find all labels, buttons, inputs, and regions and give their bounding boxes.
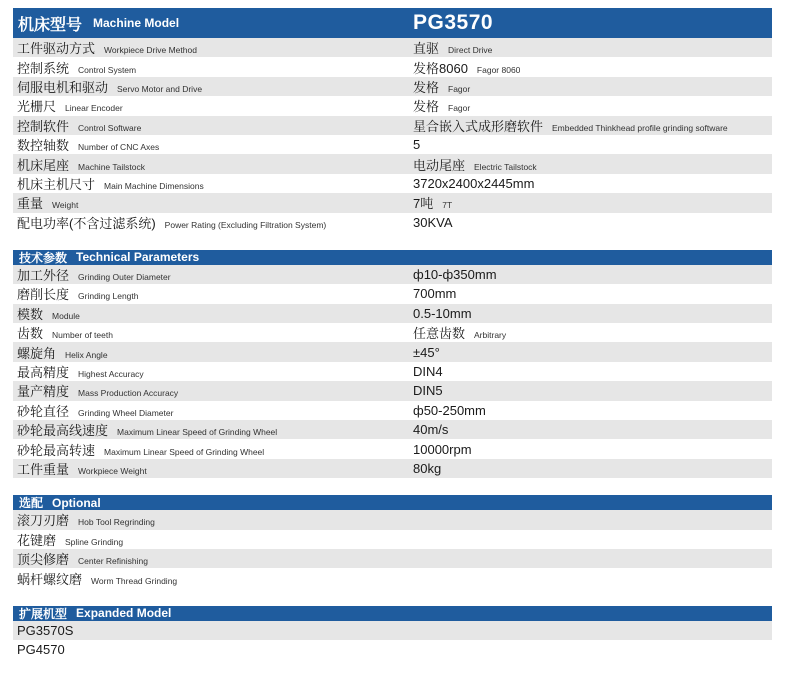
- label-zh: PG3570S: [17, 622, 74, 638]
- value-zh: 发格: [413, 99, 440, 115]
- label-en: Workpiece Weight: [78, 466, 147, 476]
- value-en: Fagor 8060: [476, 64, 521, 75]
- row-label: [17, 265, 171, 284]
- label-zh: 重量: [17, 196, 44, 212]
- label-zh: 砂轮直径: [17, 403, 70, 419]
- row-label: [17, 58, 136, 77]
- label-en: Module: [52, 310, 80, 321]
- label-en: Spline Grinding: [65, 536, 124, 547]
- table-row: [13, 265, 772, 284]
- label-en: Helix Angle: [65, 349, 108, 360]
- value-en: Direct Drive: [448, 45, 493, 56]
- row-value: [413, 58, 520, 77]
- model-number: PG3570: [413, 11, 494, 34]
- label-en: Linear Encoder: [65, 103, 123, 114]
- value-zh: DIN5: [413, 383, 443, 399]
- value-zh: 80kg: [413, 461, 442, 476]
- row-label: [17, 116, 141, 135]
- label-zh: 花键磨: [17, 532, 57, 548]
- row-value: [413, 215, 453, 230]
- row-label: [17, 38, 197, 57]
- row-value: [413, 176, 534, 191]
- value-zh: 发格: [413, 79, 440, 95]
- label-en: Number of teeth: [52, 330, 113, 341]
- label-zh: 滚刀刃磨: [17, 513, 70, 529]
- row-label: [17, 323, 113, 342]
- table-row: [13, 154, 772, 173]
- value-zh: 3720x2400x2445mm: [413, 175, 535, 191]
- value-zh: 7吨: [413, 196, 434, 212]
- label-zh: 光栅尺: [17, 99, 57, 115]
- label-zh: 配电功率(不含过滤系统): [17, 215, 156, 231]
- table-row: [13, 174, 772, 193]
- section-title-en: Optional: [52, 495, 101, 510]
- row-label: [17, 343, 108, 362]
- value-zh: 5: [413, 137, 421, 153]
- label-en: Maximum Linear Speed of Grinding Wheel: [117, 427, 278, 438]
- table-row: [13, 38, 772, 57]
- row-label: [17, 549, 148, 568]
- value-en: Fagor: [448, 83, 471, 94]
- row-label: [17, 304, 80, 323]
- table-row: [13, 381, 772, 400]
- table-row: [13, 323, 772, 342]
- row-value: [413, 116, 728, 135]
- label-en: Hob Tool Regrinding: [78, 517, 155, 528]
- value-zh: ±45°: [413, 344, 440, 360]
- label-en: Grinding Wheel Diameter: [78, 407, 174, 418]
- table-row: [13, 193, 772, 212]
- row-value: [413, 422, 448, 437]
- machine-spec-table: [13, 38, 772, 232]
- table-row: [13, 621, 772, 640]
- table-row: [13, 284, 772, 303]
- row-value: [413, 345, 440, 360]
- label-zh: 最高精度: [17, 365, 70, 381]
- spec-sheet: [13, 8, 772, 660]
- label-zh: 蜗杆螺纹磨: [17, 571, 83, 587]
- label-zh: 螺旋角: [17, 345, 57, 361]
- row-label: [17, 530, 123, 549]
- technical-parameters-table: [13, 265, 772, 478]
- row-label: [17, 459, 147, 478]
- row-value: [413, 193, 452, 212]
- header-title-en: Machine Model: [93, 16, 180, 30]
- value-en: Arbitrary: [474, 330, 507, 341]
- value-zh: 发格8060: [413, 60, 468, 76]
- value-en: Fagor: [448, 103, 471, 114]
- value-zh: 10000rpm: [413, 441, 472, 457]
- label-zh: 工件驱动方式: [17, 41, 96, 57]
- table-row: [13, 135, 772, 154]
- value-en: Electric Tailstock: [474, 161, 537, 172]
- label-en: Grinding Length: [78, 291, 139, 302]
- row-label: [17, 440, 264, 459]
- section-title-zh: 选配: [19, 496, 44, 511]
- table-row: [13, 304, 772, 323]
- value-zh: DIN4: [413, 364, 443, 380]
- row-label: [17, 510, 155, 529]
- expanded-model-table: [13, 621, 772, 660]
- label-en: Machine Tailstock: [78, 161, 145, 172]
- row-value: [413, 461, 441, 476]
- row-label: [17, 193, 78, 212]
- table-row: [13, 510, 772, 529]
- label-zh: 机床主机尺寸: [17, 176, 96, 192]
- row-value: [413, 286, 456, 301]
- row-value: [413, 383, 443, 398]
- label-en: Control System: [78, 64, 137, 75]
- label-en: Center Refinishing: [78, 556, 148, 567]
- row-value: [413, 96, 470, 115]
- value-zh: ф50-250mm: [413, 402, 486, 418]
- value-zh: ф10-ф350mm: [413, 267, 497, 283]
- machine-model-header: [13, 8, 772, 38]
- row-value: [413, 267, 497, 282]
- label-en: Highest Accuracy: [78, 369, 144, 380]
- value-zh: 直驱: [413, 41, 440, 57]
- table-row: [13, 530, 772, 549]
- table-row: [13, 342, 772, 361]
- label-en: Grinding Outer Diameter: [78, 272, 171, 283]
- row-value: [413, 38, 492, 57]
- row-value: [413, 442, 472, 457]
- header-title-zh: 机床型号: [18, 16, 83, 34]
- optional-table: [13, 510, 772, 588]
- row-label: [17, 77, 202, 96]
- table-row: [13, 57, 772, 76]
- label-en: Main Machine Dimensions: [104, 180, 204, 191]
- table-row: [13, 96, 772, 115]
- section-title-zh: 技术参数: [19, 250, 68, 265]
- table-row: [13, 459, 772, 478]
- label-zh: 控制软件: [17, 118, 70, 134]
- value-en: 7T: [442, 200, 453, 211]
- value-zh: 0.5-10mm: [413, 305, 472, 321]
- expanded-model-header: [13, 606, 772, 621]
- section-title-en: Expanded Model: [76, 606, 172, 621]
- row-label: [17, 381, 178, 400]
- label-zh: 顶尖修磨: [17, 552, 70, 568]
- row-label: [17, 135, 159, 154]
- label-en: Mass Production Accuracy: [78, 388, 179, 399]
- label-en: Power Rating (Excluding Filtration System): [164, 219, 327, 230]
- row-value: [413, 155, 537, 174]
- table-row: [13, 362, 772, 381]
- row-label: [17, 623, 73, 638]
- row-value: [413, 403, 486, 418]
- row-label: [17, 174, 204, 193]
- row-value: [413, 306, 472, 321]
- label-en: Weight: [52, 200, 79, 211]
- label-zh: 数控轴数: [17, 138, 70, 154]
- label-en: Number of CNC Axes: [78, 142, 160, 153]
- label-zh: 齿数: [17, 326, 44, 342]
- table-row: [13, 77, 772, 96]
- label-en: Workpiece Drive Method: [104, 45, 197, 56]
- label-zh: 加工外径: [17, 268, 70, 284]
- label-en: Worm Thread Grinding: [91, 575, 178, 586]
- row-label: [17, 420, 277, 439]
- row-value: [413, 323, 506, 342]
- label-zh: 工件重量: [17, 462, 70, 477]
- row-label: [17, 401, 173, 420]
- label-en: Servo Motor and Drive: [117, 83, 203, 94]
- optional-header: [13, 495, 772, 510]
- value-zh: 30KVA: [413, 214, 453, 230]
- row-value: [413, 77, 470, 96]
- value-zh: 电动尾座: [413, 157, 466, 173]
- row-value: [413, 137, 420, 152]
- label-en: Maximum Linear Speed of Grinding Wheel: [104, 446, 265, 457]
- value-zh: 任意齿数: [413, 326, 466, 342]
- row-label: [17, 642, 65, 657]
- technical-parameters-header: [13, 250, 772, 265]
- row-label: [17, 213, 326, 232]
- row-label: [17, 362, 144, 381]
- row-label: [17, 96, 123, 115]
- label-zh: 控制系统: [17, 60, 70, 76]
- section-title-zh: 扩展机型: [19, 606, 68, 621]
- label-zh: 磨削长度: [17, 287, 70, 303]
- label-zh: 量产精度: [17, 384, 70, 400]
- label-zh: 机床尾座: [17, 157, 70, 173]
- label-zh: 砂轮最高转速: [17, 442, 96, 458]
- label-zh: PG4570: [17, 642, 65, 658]
- value-zh: 40m/s: [413, 422, 449, 438]
- label-en: Control Software: [78, 122, 142, 133]
- table-row: [13, 401, 772, 420]
- table-row: [13, 568, 772, 587]
- label-zh: 模数: [17, 306, 44, 322]
- value-zh: 星合嵌入式成形磨软件: [413, 118, 544, 134]
- table-row: [13, 420, 772, 439]
- value-zh: 700mm: [413, 286, 457, 302]
- table-row: [13, 439, 772, 458]
- row-label: [17, 155, 145, 174]
- table-row: [13, 213, 772, 232]
- row-label: [17, 284, 139, 303]
- row-label: [17, 569, 177, 588]
- row-value: [413, 364, 443, 379]
- table-row: [13, 116, 772, 135]
- value-en: Embedded Thinkhead profile grinding software: [552, 122, 728, 133]
- table-row: [13, 549, 772, 568]
- label-zh: 伺服电机和驱动: [17, 79, 109, 95]
- section-title-en: Technical Parameters: [76, 250, 200, 265]
- label-zh: 砂轮最高线速度: [17, 423, 109, 439]
- table-row: [13, 640, 772, 659]
